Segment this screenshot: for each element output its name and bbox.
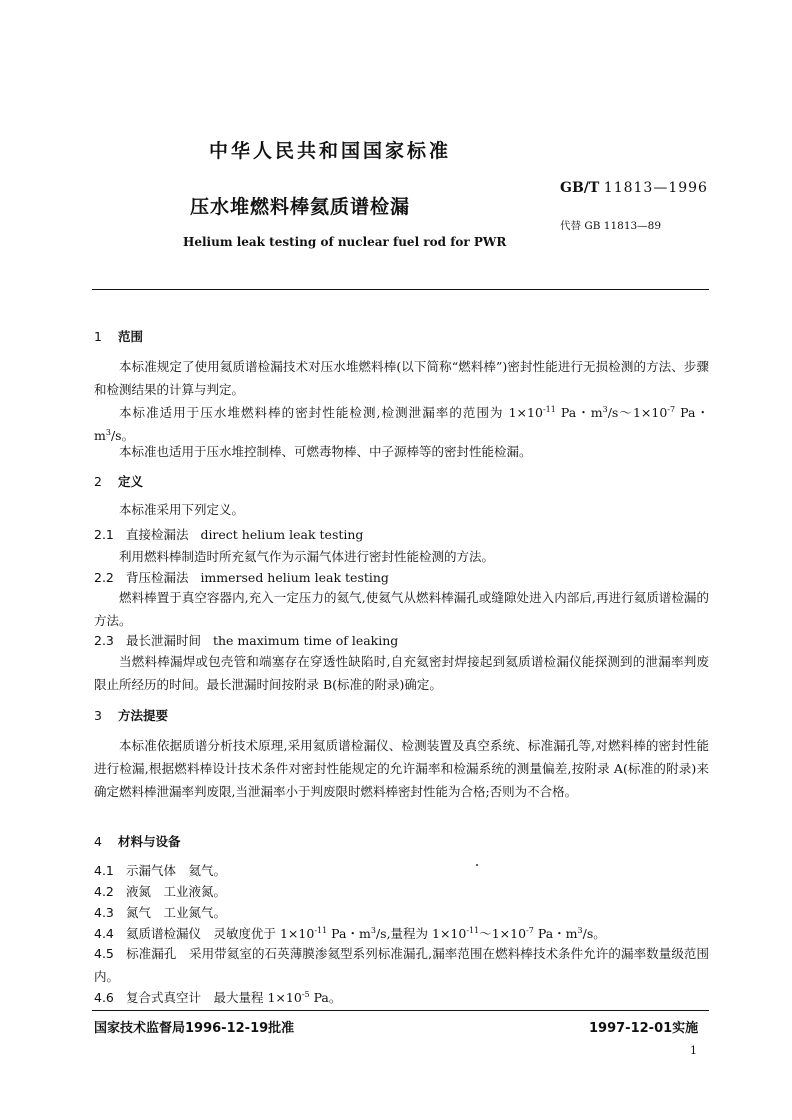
scan-speck	[476, 864, 478, 866]
section-title: 方法提要	[118, 708, 169, 723]
section-1-paragraph-2: 本标准适用于压水堆燃料棒的密封性能检测,检测泄漏率的范围为 $1\times 10^{-11}$ Pa・$m^3/s\sim 1\times 10^{-7}$ Pa・$m^3/s$。	[94, 404, 709, 443]
section-title: 材料与设备	[118, 834, 181, 849]
section-1-paragraph-1: 本标准规定了使用氦质谱检漏技术对压水堆燃料棒(以下简称“燃料棒”)密封性能进行无损检测的方法、步骤和检测结果的计算与判定。	[94, 359, 709, 397]
header-divider	[92, 289, 709, 290]
replaces-note: 代替 GB 11813—89	[560, 220, 662, 232]
section-2-intro: 本标准采用下列定义。	[119, 502, 245, 517]
item-4-2: 4.2 液氮 工业液氮。	[94, 884, 227, 899]
section-number: 4	[94, 834, 102, 849]
section-2-heading	[94, 472, 143, 490]
definition-2-1-text: 利用燃料棒制造时所充氦气作为示漏气体进行密封性能检测的方法。	[119, 549, 495, 564]
section-3-heading	[94, 706, 168, 724]
definition-2-1: 2.1 直接检漏法 direct helium leak testing	[94, 527, 364, 542]
section-title: 定义	[118, 474, 144, 489]
definition-2-3: 2.3 最长泄漏时间 the maximum time of leaking	[94, 633, 399, 648]
definition-2-2-text: 燃料棒置于真空容器内,充入一定压力的氦气,使氦气从燃料棒漏孔或缝隙处进入内部后,再进行氦质谱检漏的方法。	[94, 590, 709, 628]
item-4-3: 4.3 氮气 工业氮气。	[94, 905, 227, 920]
standard-title: 压水堆燃料棒氦质谱检漏	[190, 196, 411, 218]
standard-code-prefix: GB/T	[560, 180, 600, 196]
standard-english-title: Helium leak testing of nuclear fuel rod for PWR	[183, 235, 507, 249]
section-number: 1	[94, 329, 102, 344]
definition-2-3-text: 当燃料棒漏焊或包壳管和端塞存在穿透性缺陷时,自充氦密封焊接起到氦质谱检漏仪能探测到的泄漏率判废限止所经历的时间。最长泄漏时间按附录 B(标准的附录)确定。	[94, 654, 709, 692]
footer-divider	[92, 1010, 709, 1011]
item-4-1: 4.1 示漏气体 氦气。	[94, 863, 227, 878]
standard-code-number: 11813—1996	[603, 180, 708, 196]
section-title: 范围	[118, 329, 144, 344]
standard-code	[560, 180, 708, 196]
page-number: 1	[690, 1044, 697, 1057]
section-3-paragraph-1: 本标准依据质谱分析技术原理,采用氦质谱检漏仪、检测装置及真空系统、标准漏孔等,对燃料棒的密封性能进行检漏,根据燃料棒设计技术条件对密封性能规定的允许漏率和检漏系统的测量偏差,按附录 A(标准的附录)来确定燃料棒泄漏率判废限,当泄漏率小于判废限时燃料棒密封性能为合格;否则为不合格。	[94, 738, 709, 799]
section-4-heading	[94, 832, 181, 850]
section-number: 2	[94, 474, 102, 489]
section-number: 3	[94, 708, 102, 723]
implementation-date: 1997-12-01实施	[589, 1021, 699, 1036]
definition-2-2: 2.2 背压检漏法 immersed helium leak testing	[94, 570, 389, 585]
issuing-authority-title: 中华人民共和国国家标准	[208, 140, 451, 162]
section-1-paragraph-3: 本标准也适用于压水堆控制棒、可燃毒物棒、中子源棒等的密封性能检漏。	[119, 444, 532, 459]
approval-note: 国家技术监督局1996-12-19批准	[94, 1021, 295, 1036]
item-4-5: 4.5 标准漏孔 采用带氦室的石英薄膜渗氦型系列标准漏孔,漏率范围在燃料棒技术条件允许的漏率数量级范围内。	[94, 946, 709, 984]
item-4-4: 4.4 氦质谱检漏仪 灵敏度优于 $1\times 10^{-11}$ Pa・$m^3/s$,量程为 $1\times 10^{-11}\sim 1\times 10^{-7}$ Pa・$m^3/s$。	[94, 925, 606, 941]
item-4-6: 4.6 复合式真空计 最大量程 $1\times 10^{-5}$ Pa。	[94, 989, 342, 1005]
section-1-heading	[94, 327, 143, 345]
